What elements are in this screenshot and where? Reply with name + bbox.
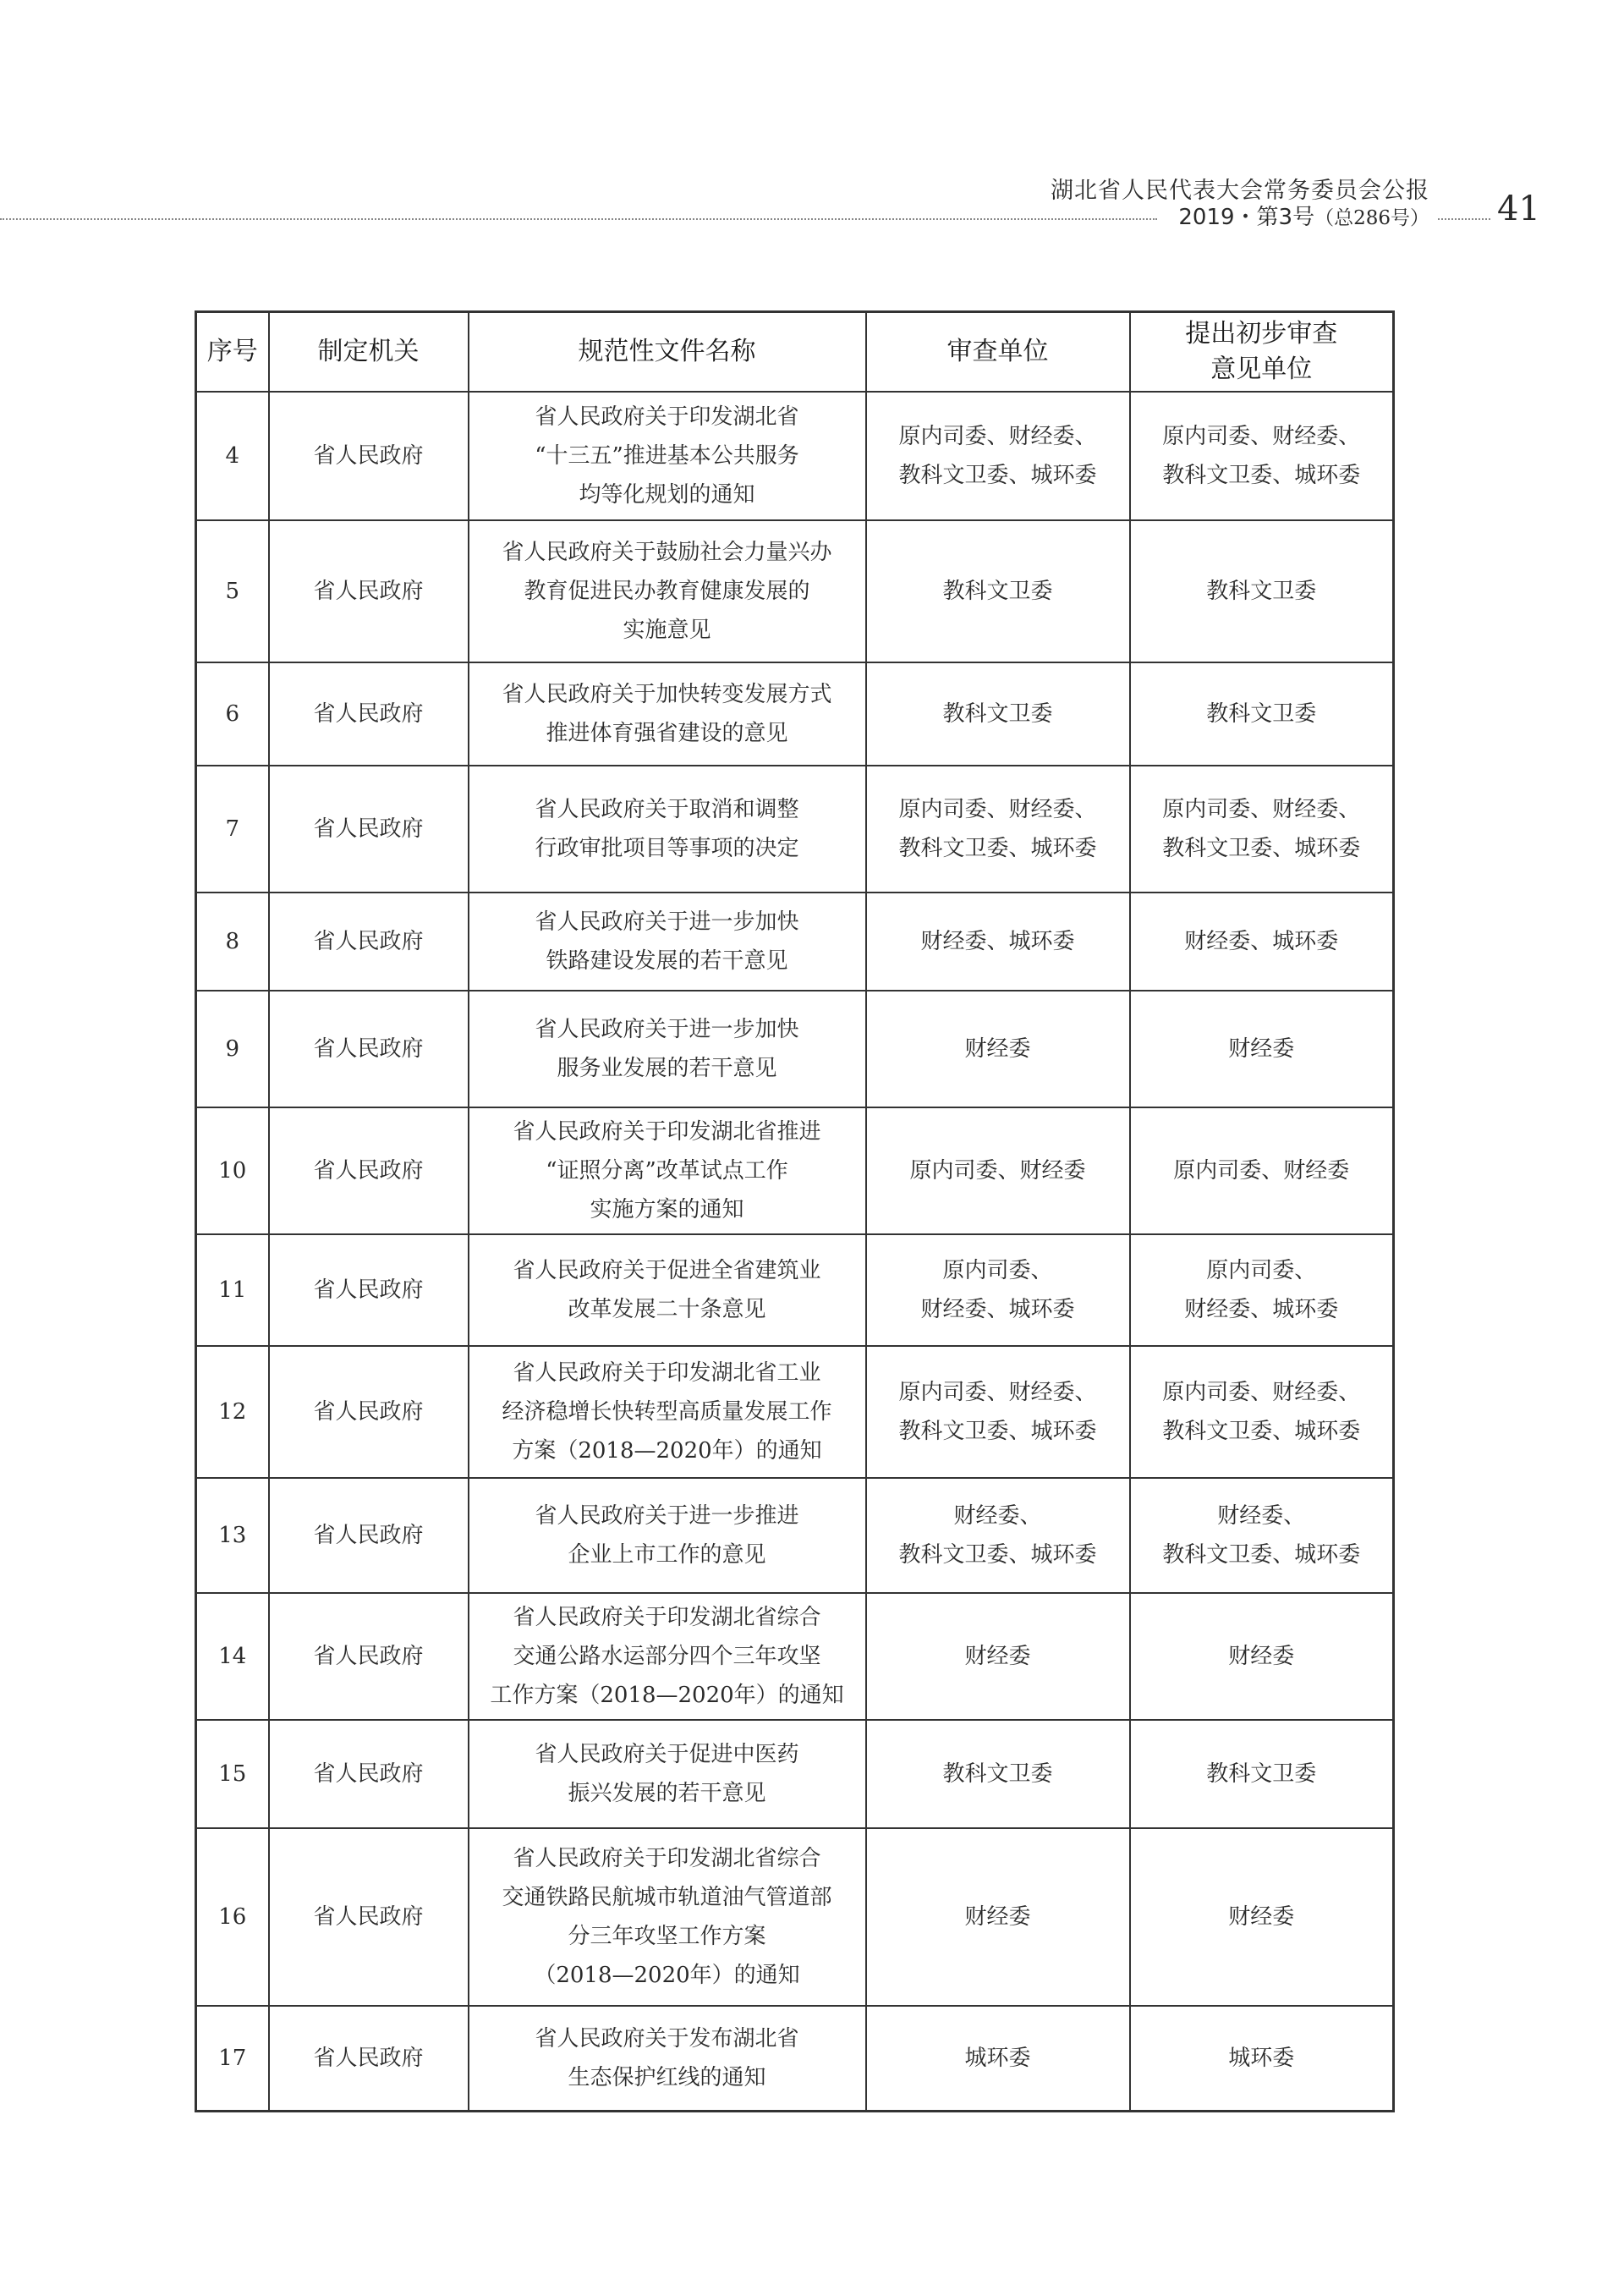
table-row bbox=[196, 520, 1394, 662]
cell-review-unit-line: 财经委、城环委 bbox=[920, 1297, 1075, 1322]
cell-authority: 省人民政府 bbox=[269, 520, 469, 662]
column-header-authority: 制定机关 bbox=[269, 312, 469, 393]
cell-review-unit-line: 原内司委、财经委、 bbox=[898, 1380, 1097, 1405]
cell-opinion-unit bbox=[1130, 1593, 1394, 1720]
cell-review-unit-line: 城环委 bbox=[964, 2045, 1031, 2071]
cell-opinion-unit-line: 原内司委、 bbox=[1206, 1258, 1317, 1283]
cell-review-unit-line: 教科文卫委 bbox=[942, 579, 1053, 604]
cell-doc-name-line: 省人民政府关于印发湖北省工业 bbox=[513, 1360, 821, 1386]
cell-opinion-unit-line: 原内司委、财经委、 bbox=[1162, 424, 1361, 449]
cell-doc-name-line: 省人民政府关于取消和调整 bbox=[535, 797, 799, 822]
cell-doc-name-line: 省人民政府关于进一步推进 bbox=[535, 1503, 799, 1529]
cell-doc-name-line: 行政审批项目等事项的决定 bbox=[535, 836, 799, 861]
cell-opinion-unit-line: 财经委、 bbox=[1217, 1503, 1306, 1529]
cell-opinion-unit-line: 教科文卫委 bbox=[1206, 579, 1317, 604]
cell-doc-name-line: 教育促进民办教育健康发展的 bbox=[524, 579, 810, 604]
cell-authority: 省人民政府 bbox=[269, 1593, 469, 1720]
cell-opinion-unit bbox=[1130, 392, 1394, 520]
cell-seq: 4 bbox=[196, 392, 269, 520]
cell-doc-name-line: 经济稳增长快转型高质量发展工作 bbox=[502, 1399, 832, 1425]
cell-doc-name-line: 服务业发展的若干意见 bbox=[557, 1056, 777, 1081]
cell-doc-name bbox=[469, 2006, 866, 2111]
cell-review-unit-line: 教科文卫委、城环委 bbox=[898, 1419, 1097, 1444]
table-row bbox=[196, 662, 1394, 766]
cell-review-unit bbox=[866, 991, 1130, 1107]
cell-seq: 14 bbox=[196, 1593, 269, 1720]
cell-opinion-unit-line: 教科文卫委 bbox=[1206, 701, 1317, 727]
cell-opinion-unit-line: 教科文卫委、城环委 bbox=[1162, 836, 1361, 861]
issue-total: （总286号） bbox=[1314, 207, 1429, 229]
cell-opinion-unit-line: 教科文卫委、城环委 bbox=[1162, 1542, 1361, 1568]
cell-doc-name-line: 省人民政府关于印发湖北省 bbox=[535, 404, 799, 430]
cell-review-unit-line: 财经委、城环委 bbox=[920, 929, 1075, 954]
cell-review-unit-line: 原内司委、财经委 bbox=[909, 1158, 1086, 1184]
issue-label: 2019・第3号 bbox=[1178, 205, 1315, 230]
cell-seq: 6 bbox=[196, 662, 269, 766]
cell-doc-name bbox=[469, 1478, 866, 1593]
cell-doc-name-line: 省人民政府关于鼓励社会力量兴办 bbox=[502, 540, 832, 565]
cell-opinion-unit bbox=[1130, 1234, 1394, 1346]
cell-doc-name bbox=[469, 520, 866, 662]
cell-doc-name-line: 省人民政府关于加快转变发展方式 bbox=[502, 682, 832, 707]
cell-review-unit-line: 教科文卫委、城环委 bbox=[898, 836, 1097, 861]
cell-authority: 省人民政府 bbox=[269, 1478, 469, 1593]
cell-opinion-unit-line: 教科文卫委 bbox=[1206, 1761, 1317, 1787]
cell-doc-name bbox=[469, 1234, 866, 1346]
cell-opinion-unit bbox=[1130, 2006, 1394, 2111]
cell-doc-name-line: 方案（2018—2020年）的通知 bbox=[512, 1438, 822, 1464]
cell-doc-name-line: 交通公路水运部分四个三年攻坚 bbox=[513, 1644, 821, 1669]
cell-doc-name bbox=[469, 392, 866, 520]
cell-doc-name bbox=[469, 1593, 866, 1720]
cell-opinion-unit-line: 城环委 bbox=[1228, 2045, 1295, 2071]
cell-opinion-unit-line: 财经委 bbox=[1228, 1036, 1295, 1062]
cell-doc-name-line: 分三年攻坚工作方案 bbox=[568, 1924, 766, 1949]
cell-opinion-unit-line: 原内司委、财经委、 bbox=[1162, 1380, 1361, 1405]
cell-review-unit-line: 原内司委、 bbox=[942, 1258, 1053, 1283]
cell-authority: 省人民政府 bbox=[269, 991, 469, 1107]
cell-doc-name-line: 实施意见 bbox=[623, 618, 711, 643]
column-header-opinion-unit-line: 意见单位 bbox=[1210, 354, 1313, 384]
cell-doc-name bbox=[469, 1720, 866, 1828]
cell-opinion-unit bbox=[1130, 1720, 1394, 1828]
cell-authority: 省人民政府 bbox=[269, 662, 469, 766]
cell-opinion-unit-line: 原内司委、财经委 bbox=[1173, 1158, 1350, 1184]
cell-seq: 10 bbox=[196, 1107, 269, 1234]
cell-doc-name-line: 省人民政府关于印发湖北省综合 bbox=[513, 1846, 821, 1871]
cell-review-unit-line: 原内司委、财经委、 bbox=[898, 797, 1097, 822]
issue-number bbox=[1167, 200, 1429, 231]
table-body bbox=[196, 392, 1394, 2111]
cell-opinion-unit bbox=[1130, 991, 1394, 1107]
cell-seq: 5 bbox=[196, 520, 269, 662]
cell-doc-name-line: 省人民政府关于印发湖北省综合 bbox=[513, 1605, 821, 1630]
cell-doc-name-line: “十三五”推进基本公共服务 bbox=[535, 443, 799, 469]
cell-doc-name-line: 省人民政府关于促进中医药 bbox=[535, 1742, 799, 1767]
cell-opinion-unit-line: 财经委、城环委 bbox=[1184, 929, 1339, 954]
table-row bbox=[196, 2006, 1394, 2111]
cell-opinion-unit-line: 教科文卫委、城环委 bbox=[1162, 463, 1361, 488]
cell-opinion-unit-line: 教科文卫委、城环委 bbox=[1162, 1419, 1361, 1444]
cell-doc-name-line: 企业上市工作的意见 bbox=[568, 1542, 766, 1568]
cell-review-unit bbox=[866, 1828, 1130, 2006]
cell-seq: 8 bbox=[196, 893, 269, 991]
header-dotted-rule-left bbox=[0, 218, 1157, 220]
cell-opinion-unit-line: 原内司委、财经委、 bbox=[1162, 797, 1361, 822]
cell-authority: 省人民政府 bbox=[269, 766, 469, 893]
cell-authority: 省人民政府 bbox=[269, 1234, 469, 1346]
cell-opinion-unit bbox=[1130, 1346, 1394, 1478]
column-header-opinion-unit bbox=[1130, 312, 1394, 393]
cell-doc-name bbox=[469, 991, 866, 1107]
cell-review-unit bbox=[866, 1720, 1130, 1828]
column-header-review-unit: 审查单位 bbox=[866, 312, 1130, 393]
table-row bbox=[196, 1593, 1394, 1720]
cell-review-unit bbox=[866, 766, 1130, 893]
cell-doc-name-line: 振兴发展的若干意见 bbox=[568, 1781, 766, 1806]
cell-review-unit-line: 财经委、 bbox=[953, 1503, 1042, 1529]
table-row bbox=[196, 1107, 1394, 1234]
cell-opinion-unit bbox=[1130, 893, 1394, 991]
column-header-seq: 序号 bbox=[196, 312, 269, 393]
cell-opinion-unit bbox=[1130, 662, 1394, 766]
column-header-opinion-unit-line: 提出初步审查 bbox=[1185, 319, 1338, 349]
header-dotted-rule-right bbox=[1438, 218, 1490, 220]
cell-review-unit bbox=[866, 520, 1130, 662]
cell-review-unit-line: 教科文卫委 bbox=[942, 1761, 1053, 1787]
cell-review-unit bbox=[866, 2006, 1130, 2111]
cell-doc-name-line: 铁路建设发展的若干意见 bbox=[546, 948, 788, 974]
cell-seq: 16 bbox=[196, 1828, 269, 2006]
table-row bbox=[196, 893, 1394, 991]
cell-review-unit bbox=[866, 1107, 1130, 1234]
cell-review-unit-line: 教科文卫委 bbox=[942, 701, 1053, 727]
column-header-doc-name: 规范性文件名称 bbox=[469, 312, 866, 393]
cell-doc-name-line: 省人民政府关于发布湖北省 bbox=[535, 2025, 799, 2052]
cell-review-unit-line: 财经委 bbox=[964, 1036, 1031, 1062]
cell-seq: 11 bbox=[196, 1234, 269, 1346]
table-row bbox=[196, 1720, 1394, 1828]
cell-review-unit bbox=[866, 1593, 1130, 1720]
cell-doc-name-line: “证照分离”改革试点工作 bbox=[546, 1158, 788, 1184]
cell-authority: 省人民政府 bbox=[269, 1720, 469, 1828]
cell-authority: 省人民政府 bbox=[269, 893, 469, 991]
cell-opinion-unit-line: 财经委 bbox=[1228, 1644, 1295, 1669]
table-header-row bbox=[196, 312, 1394, 393]
cell-doc-name-line: 推进体育强省建设的意见 bbox=[546, 721, 788, 746]
table-row bbox=[196, 766, 1394, 893]
page-number: 41 bbox=[1497, 190, 1540, 228]
cell-doc-name-line: 工作方案（2018—2020年）的通知 bbox=[490, 1683, 844, 1708]
cell-review-unit-line: 教科文卫委、城环委 bbox=[898, 463, 1097, 488]
cell-opinion-unit bbox=[1130, 1478, 1394, 1593]
cell-doc-name bbox=[469, 1346, 866, 1478]
cell-review-unit bbox=[866, 1478, 1130, 1593]
cell-review-unit bbox=[866, 1346, 1130, 1478]
cell-seq: 7 bbox=[196, 766, 269, 893]
cell-doc-name-line: 交通铁路民航城市轨道油气管道部 bbox=[502, 1885, 832, 1910]
cell-doc-name bbox=[469, 1107, 866, 1234]
cell-review-unit bbox=[866, 662, 1130, 766]
cell-opinion-unit-line: 财经委、城环委 bbox=[1184, 1297, 1339, 1322]
cell-doc-name-line: 省人民政府关于促进全省建筑业 bbox=[513, 1258, 821, 1283]
cell-doc-name-line: 均等化规划的通知 bbox=[579, 482, 755, 508]
table-row bbox=[196, 1234, 1394, 1346]
table-row bbox=[196, 1478, 1394, 1593]
cell-doc-name-line: 省人民政府关于进一步加快 bbox=[535, 909, 799, 935]
cell-seq: 15 bbox=[196, 1720, 269, 1828]
table-row bbox=[196, 991, 1394, 1107]
table-row bbox=[196, 1828, 1394, 2006]
cell-review-unit-line: 财经委 bbox=[964, 1904, 1031, 1930]
cell-seq: 13 bbox=[196, 1478, 269, 1593]
cell-review-unit bbox=[866, 893, 1130, 991]
cell-opinion-unit bbox=[1130, 766, 1394, 893]
publication-title: 湖北省人民代表大会常务委员会公报 bbox=[1051, 178, 1429, 204]
cell-opinion-unit bbox=[1130, 1107, 1394, 1234]
cell-review-unit-line: 财经委 bbox=[964, 1644, 1031, 1669]
cell-doc-name bbox=[469, 662, 866, 766]
cell-doc-name-line: 生态保护红线的通知 bbox=[568, 2064, 766, 2090]
normative-documents-table bbox=[195, 310, 1395, 2112]
cell-doc-name-line: （2018—2020年）的通知 bbox=[534, 1963, 800, 1988]
cell-doc-name bbox=[469, 893, 866, 991]
cell-opinion-unit-line: 财经委 bbox=[1228, 1904, 1295, 1930]
cell-review-unit bbox=[866, 392, 1130, 520]
cell-doc-name-line: 改革发展二十条意见 bbox=[568, 1297, 766, 1322]
cell-opinion-unit bbox=[1130, 1828, 1394, 2006]
cell-review-unit bbox=[866, 1234, 1130, 1346]
cell-authority: 省人民政府 bbox=[269, 392, 469, 520]
cell-authority: 省人民政府 bbox=[269, 1346, 469, 1478]
cell-opinion-unit bbox=[1130, 520, 1394, 662]
cell-authority: 省人民政府 bbox=[269, 2006, 469, 2111]
cell-doc-name bbox=[469, 1828, 866, 2006]
cell-authority: 省人民政府 bbox=[269, 1828, 469, 2006]
cell-seq: 12 bbox=[196, 1346, 269, 1478]
table-row bbox=[196, 1346, 1394, 1478]
cell-doc-name bbox=[469, 766, 866, 893]
cell-doc-name-line: 省人民政府关于印发湖北省推进 bbox=[513, 1119, 821, 1145]
table-row bbox=[196, 392, 1394, 520]
cell-seq: 17 bbox=[196, 2006, 269, 2111]
cell-seq: 9 bbox=[196, 991, 269, 1107]
cell-review-unit-line: 教科文卫委、城环委 bbox=[898, 1542, 1097, 1568]
cell-authority: 省人民政府 bbox=[269, 1107, 469, 1234]
cell-review-unit-line: 原内司委、财经委、 bbox=[898, 424, 1097, 449]
cell-doc-name-line: 实施方案的通知 bbox=[590, 1197, 744, 1222]
cell-doc-name-line: 省人民政府关于进一步加快 bbox=[535, 1017, 799, 1042]
